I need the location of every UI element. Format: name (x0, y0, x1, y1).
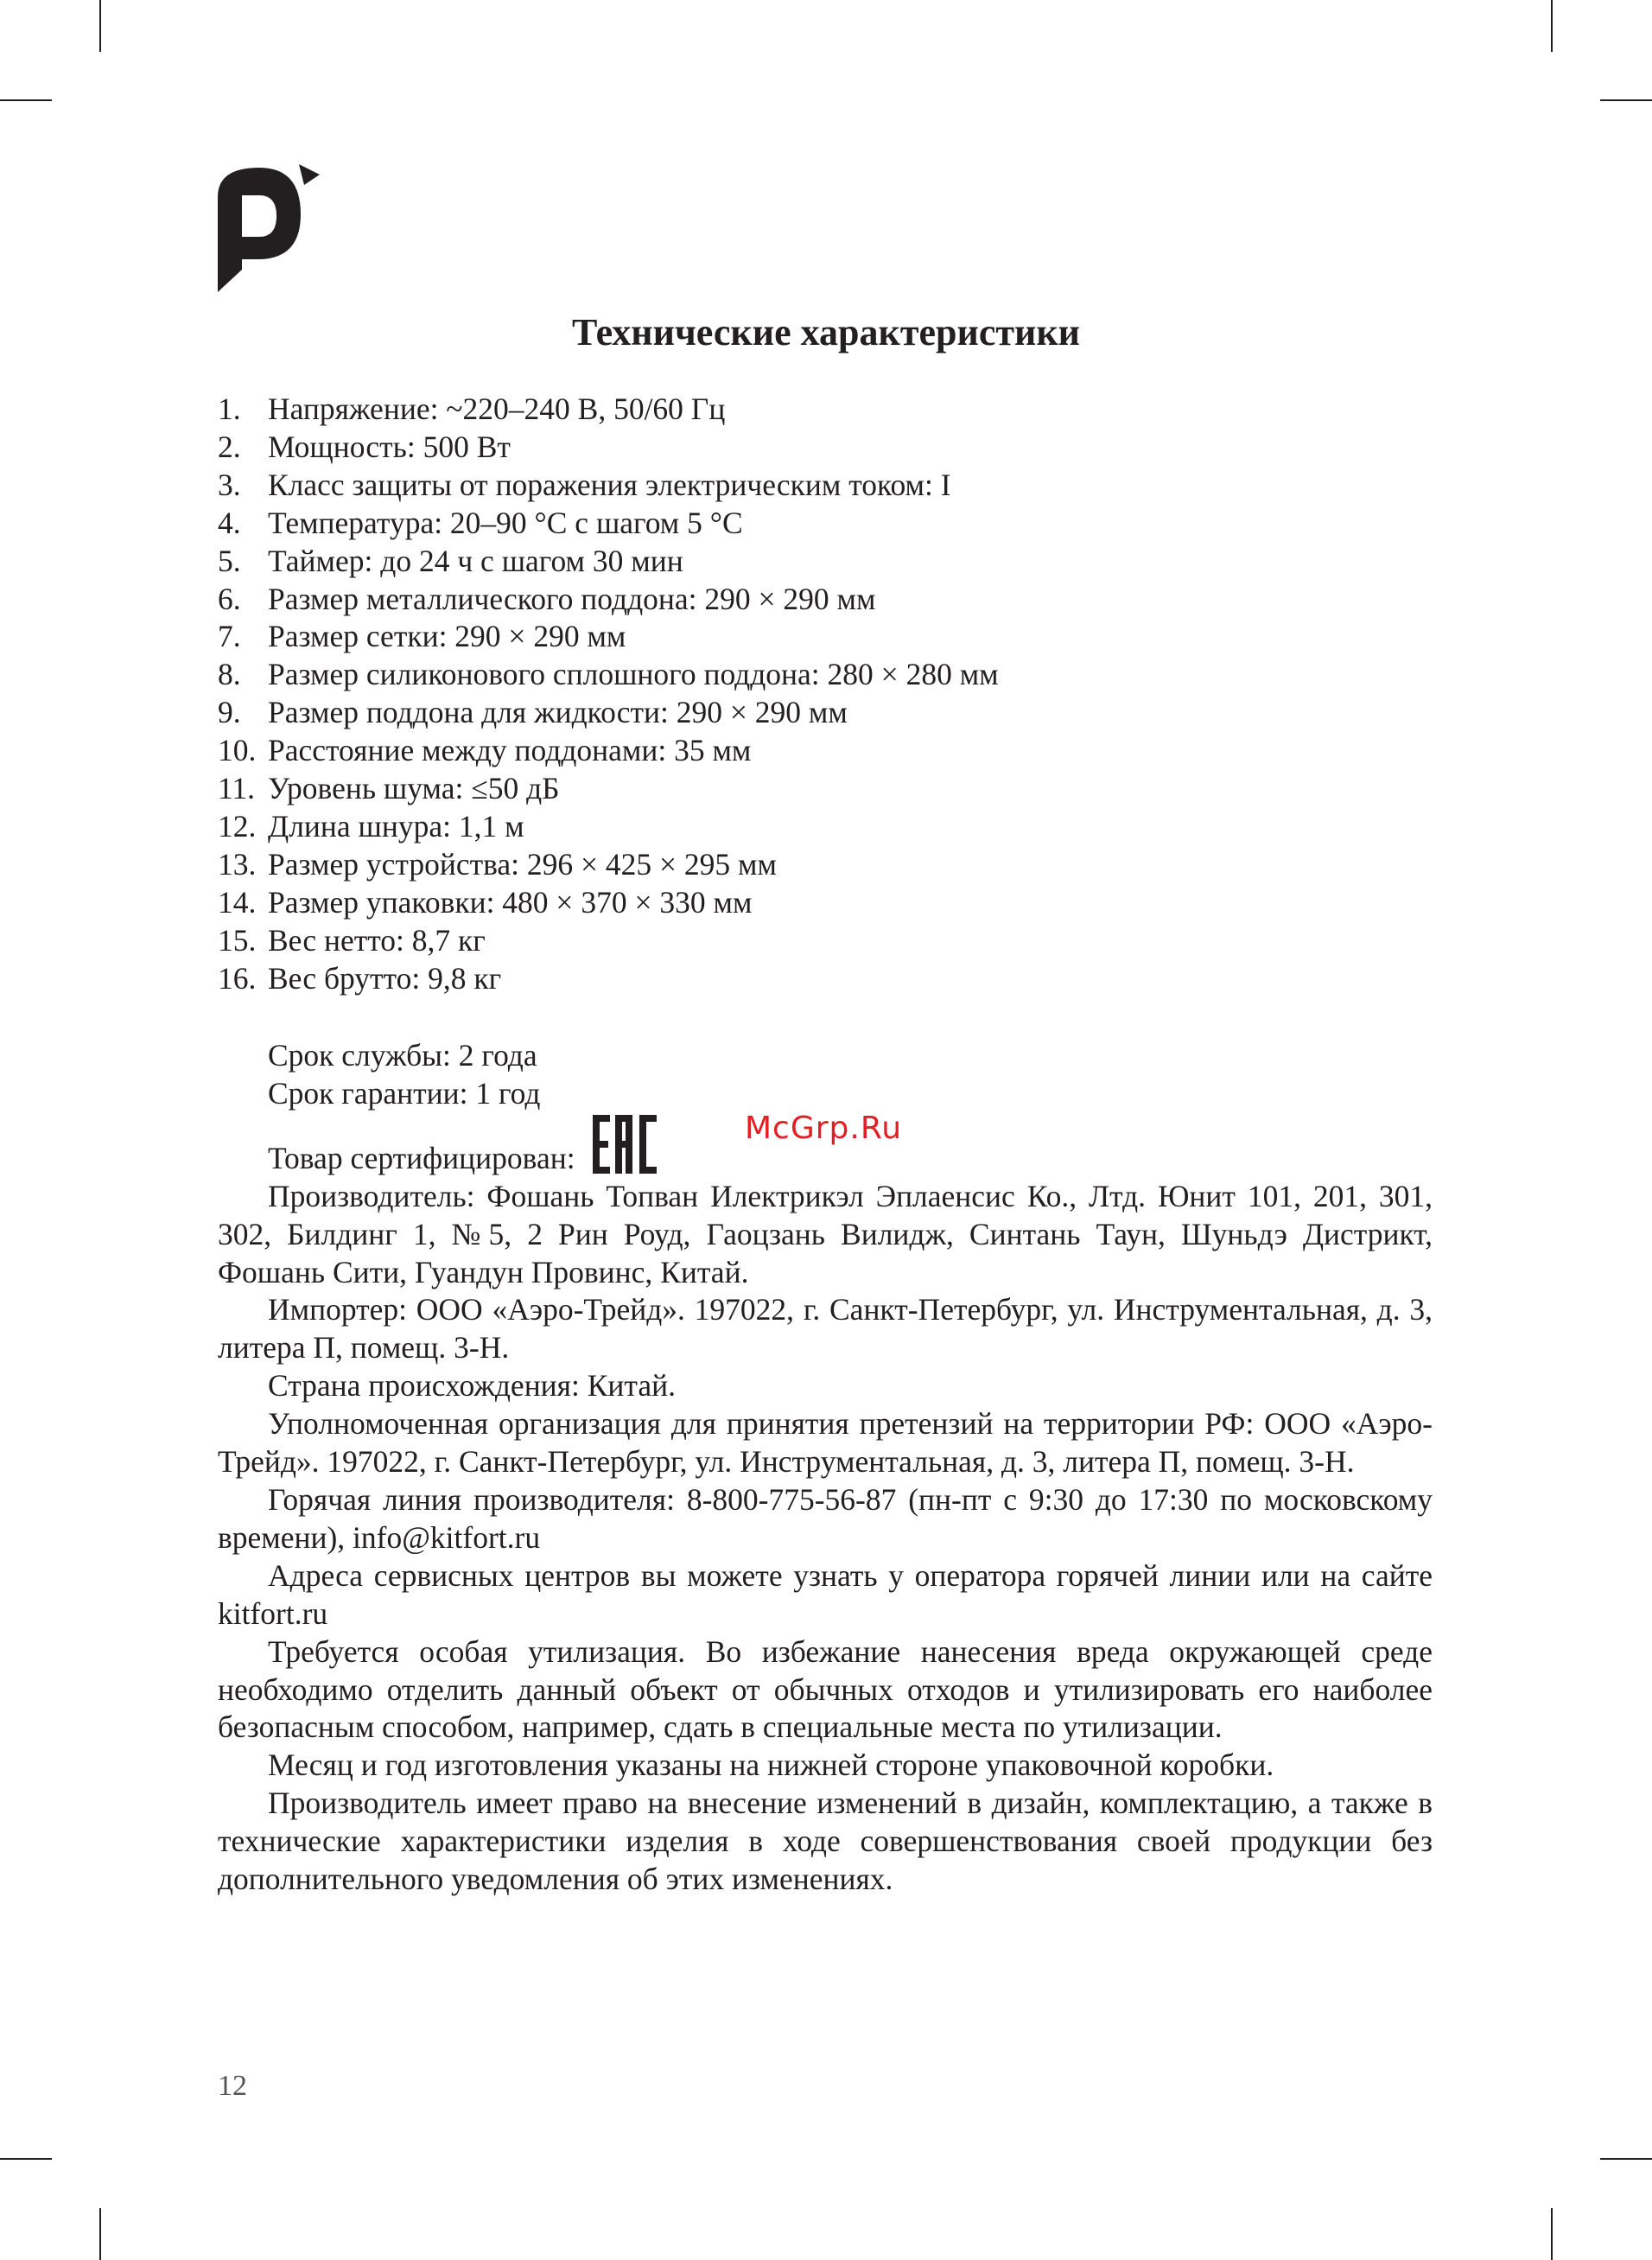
list-number: 3. (218, 467, 241, 502)
list-number: 11. (218, 771, 256, 806)
list-item (218, 467, 1445, 505)
list-text: Размер металлического поддона: 290 × 290 мм (268, 581, 876, 616)
brand-logo-icon (216, 164, 320, 294)
manufacture-date-notice: Месяц и год изготовления указаны на нижней стороне упаковочной коробки. (268, 1748, 1274, 1783)
crop-mark (99, 0, 101, 52)
list-item (218, 922, 1445, 960)
list-item (218, 960, 1445, 998)
list-item (218, 505, 1445, 543)
crop-mark (1551, 2208, 1553, 2260)
list-item (218, 391, 1445, 429)
crop-mark (1600, 2158, 1652, 2160)
list-item (218, 732, 1445, 770)
list-text: Расстояние между поддонами: 35 мм (268, 733, 752, 768)
certified-label: Товар сертифицирован: (268, 1140, 575, 1175)
list-text: Таймер: до 24 ч с шагом 30 мин (268, 543, 683, 578)
list-number: 2. (218, 429, 241, 464)
service-centers: Адреса сервисных центров вы можете узнать у оператора горячей линии или на сайте kitfort.ru (218, 1557, 1433, 1631)
list-number: 12. (218, 808, 257, 844)
warranty: Срок гарантии: 1 год (268, 1075, 541, 1111)
list-text: Размер сетки: 290 × 290 мм (268, 619, 626, 654)
list-item (218, 543, 1445, 581)
list-item (218, 770, 1445, 808)
list-text: Размер упаковки: 480 × 370 × 330 мм (268, 884, 753, 920)
list-item (218, 808, 1445, 846)
list-text: Температура: 20–90 °С с шагом 5 °С (268, 505, 743, 540)
list-number: 7. (218, 619, 241, 654)
page-title: Технические характеристики (571, 311, 1081, 353)
crop-mark (99, 2208, 101, 2260)
list-number: 10. (218, 733, 257, 768)
crop-mark (1551, 0, 1553, 52)
list-number: 6. (218, 581, 241, 616)
list-text: Размер поддона для жидкости: 290 × 290 мм (268, 695, 848, 730)
list-item (218, 429, 1445, 467)
list-number: 16. (218, 960, 257, 996)
hotline: Горячая линия производителя: 8-800-775-56-87 (пн-пт с 9:30 до 17:30 по московскому времени), info@kitfort.ru (218, 1481, 1433, 1555)
list-number: 4. (218, 505, 241, 540)
list-number: 9. (218, 695, 241, 730)
list-number: 15. (218, 922, 257, 958)
changes-notice: Производитель имеет право на внесение изменений в дизайн, комплектацию, а также в технические характеристики изделия в ходе совершенствования своей продукции без дополнительного уведомления об этих изменениях. (218, 1786, 1433, 1897)
service-life: Срок службы: 2 года (268, 1038, 537, 1073)
manufacturer: Производитель: Фошань Топван Илектрикэл Эплаенсис Ко., Лтд. Юнит 101, 201, 301, 302, Билдинг 1, №5, 2 Рин Роуд, Гаоцзань Вилидж, Синтань Таун, Шуньдэ Дистрикт, Фошань Сити, Гуандун Провинс, Китай. (218, 1178, 1433, 1289)
list-number: 14. (218, 884, 257, 920)
eac-mark-icon (591, 1113, 660, 1175)
list-text: Вес нетто: 8,7 кг (268, 922, 486, 958)
info-section (218, 1037, 1433, 1899)
importer: Импортер: ООО «Аэро-Трейд». 197022, г. Санкт-Петербург, ул. Инструментальная, д. 3, литера П, помещ. 3-Н. (218, 1292, 1433, 1366)
list-number: 13. (218, 846, 257, 882)
page-number: 12 (218, 2070, 247, 2102)
list-number: 1. (218, 392, 241, 426)
crop-mark (1600, 99, 1652, 101)
list-text: Уровень шума: ≤50 дБ (268, 771, 560, 806)
authorized-organization: Уполномоченная организация для принятия претензий на территории РФ: ООО «Аэро-Трейд». 197022, г. Санкт-Петербург, ул. Инструментальная, д. 3, литера П, помещ. 3-Н. (218, 1406, 1433, 1480)
list-text: Напряжение: ~220–240 В, 50/60 Гц (268, 392, 726, 426)
list-text: Класс защиты от поражения электрическим током: I (268, 467, 951, 502)
crop-mark (0, 99, 52, 101)
list-text: Длина шнура: 1,1 м (268, 808, 524, 844)
country-of-origin: Страна происхождения: Китай. (268, 1368, 677, 1404)
spec-list (218, 391, 1445, 998)
list-text: Мощность: 500 Вт (268, 429, 511, 464)
list-item (218, 618, 1445, 656)
disposal-notice: Требуется особая утилизация. Во избежание нанесения вреда окружающей среде необходимо отделить данный объект от обычных отходов и утилизировать его наиболее безопасным способом, например, сдать в специальные места по утилизации. (218, 1633, 1433, 1745)
list-item (218, 656, 1445, 694)
list-text: Вес брутто: 9,8 кг (268, 960, 502, 996)
list-item (218, 846, 1445, 884)
list-item (218, 694, 1445, 732)
list-item (218, 581, 1445, 619)
watermark: McGrp.Ru (745, 1111, 903, 1146)
list-item (218, 884, 1445, 922)
crop-mark (0, 2158, 52, 2160)
list-number: 8. (218, 657, 241, 692)
list-number: 5. (218, 543, 241, 578)
list-text: Размер устройства: 296 × 425 × 295 мм (268, 846, 777, 882)
list-text: Размер силиконового сплошного поддона: 280 × 280 мм (268, 657, 999, 692)
